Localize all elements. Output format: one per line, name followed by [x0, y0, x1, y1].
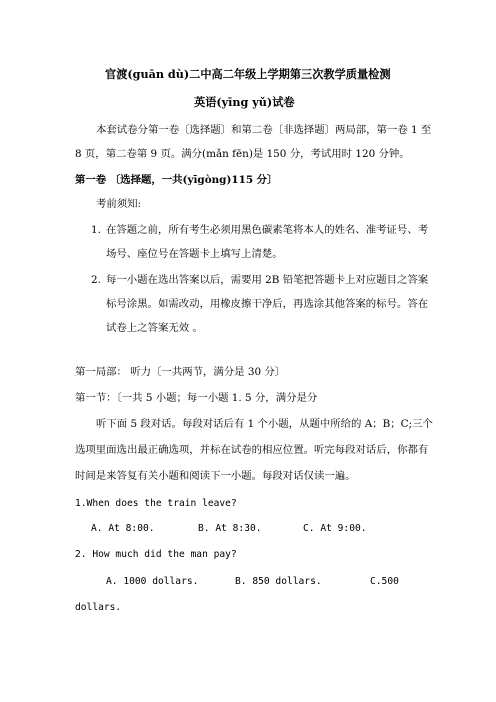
question-2-option-c: C.500 [370, 576, 399, 587]
question-2-option-b: B. 850 dollars. [235, 576, 322, 587]
question-1-option-c: C. At 9:00. [303, 523, 367, 534]
question-1-option-a: A. At 8:00. [91, 523, 155, 534]
question-2-option-c-continued: dollars. [75, 602, 122, 613]
part1-heading: 第一局部： 听力〔一共两节，满分是 30 分〕 [75, 366, 286, 378]
intro-line-2: 8 页，第二卷第 9 页。满分(mǎn fēn)是 150 分，考试用时 120 分钟。 [75, 148, 410, 160]
section1-heading: 第一卷 〔选择题，一共(yīgòng)115 分〕 [75, 174, 278, 186]
note2-line-3: 试卷上之答案无效 。 [106, 322, 203, 334]
instructions-line-2: 选项里面选出最正确选项，并标在试卷的相应位置。听完每段对话后，你都有 [75, 444, 429, 456]
question-1-text: 1.When does the train leave? [75, 498, 237, 509]
note2-number: 2. [91, 274, 101, 286]
question-2-text: 2. How much did the man pay? [75, 549, 237, 560]
note1-line-1: 在答题之前，所有考生必须用黑色碳素笔将本人的姓名、准考证号、考 [106, 224, 429, 236]
part1-section-heading: 第一节：〔一共 5 小题；每一小题 1. 5 分，满分是分 [75, 392, 318, 404]
note2-line-1: 每一小题在选出答案以后，需要用 2B 铅笔把答题卡上对应题目之答案 [106, 274, 429, 286]
intro-line-1: 本套试卷分第一卷〔选择题〕和第二卷〔非选择题〕两局部，第一卷 1 至 [96, 124, 432, 136]
note2-line-2: 标号涂黑。如需改动，用橡皮擦干净后，再选涂其他答案的标号。答在 [106, 298, 429, 310]
instructions-line-3: 时间是来答复有关小题和阅读下一小题。每段对话仅读一遍。 [75, 470, 356, 482]
note1-number: 1. [91, 224, 101, 236]
question-2-option-a: A. 1000 dollars. [106, 576, 199, 587]
notes-label: 考前须知: [96, 198, 142, 210]
note1-line-2: 场号、座位号在答题卡上填写上清楚。 [106, 248, 283, 260]
document-title: 官渡(guān dù)二中高二年级上学期第三次教学质量检测 [105, 67, 391, 81]
instructions-line-1: 听下面 5 段对话。每段对话后有 1 个小题，从题中所给的 A；B；C;三个 [96, 418, 433, 430]
document-subtitle: 英语(yīng yǔ)试卷 [194, 95, 295, 109]
question-1-option-b: B. At 8:30. [198, 523, 262, 534]
